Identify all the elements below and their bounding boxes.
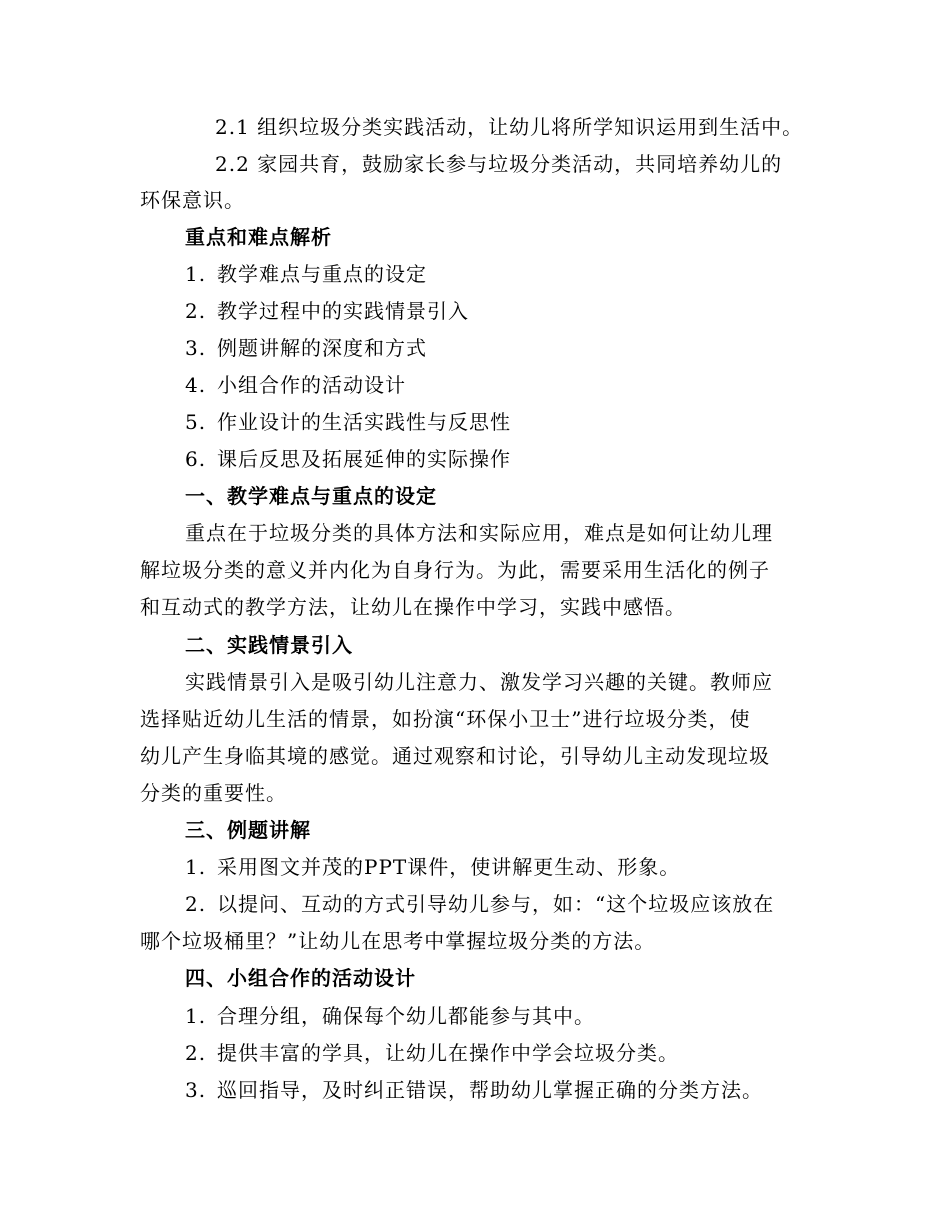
outline-item-number: 5. [185,410,207,434]
section-4-item-2 [185,1038,865,1068]
paragraph-2-2-line2: 环保意识。 [140,188,245,212]
section-4-item-3 [185,1075,865,1105]
outline-item-text: 作业设计的生活实践性与反思性 [217,410,511,434]
outline-item-text: 教学难点与重点的设定 [217,262,427,286]
heading-section-2: 二、实践情景引入 [185,633,353,657]
outline-item-5 [185,407,865,437]
section-3-item-1 [185,852,865,882]
list-item-text: 以提问、互动的方式引导幼儿参与，如：“这个垃圾应该放在 [217,892,775,916]
list-item-number: 3. [185,1078,207,1102]
list-item-number: 2. [185,1041,207,1065]
outline-item-text: 课后反思及拓展延伸的实际操作 [217,447,511,471]
list-item-number: 2. [185,892,207,916]
outline-item-number: 4. [185,373,207,397]
outline-item-number: 6. [185,447,207,471]
section-2-paragraph-line: 实践情景引入是吸引幼儿注意力、激发学习兴趣的关键。教师应 [185,670,773,694]
outline-item-1 [185,259,865,289]
section-2-paragraph-line: 分类的重要性。 [140,781,287,805]
heading-section-3: 三、例题讲解 [185,818,311,842]
outline-item-3 [185,333,865,363]
list-item-text: 巡回指导，及时纠正错误，帮助幼儿掌握正确的分类方法。 [217,1078,763,1102]
heading-section-1: 一、教学难点与重点的设定 [185,484,437,508]
section-1-paragraph-line: 重点在于垃圾分类的具体方法和实际应用，难点是如何让幼儿理 [185,521,773,545]
section-3-item-2 [185,889,865,919]
outline-item-number: 3. [185,336,207,360]
section-1-paragraph-line: 解垃圾分类的意义并内化为自身行为。为此，需要采用生活化的例子 [140,558,770,582]
section-2-paragraph-line: 幼儿产生身临其境的感觉。通过观察和讨论，引导幼儿主动发现垃圾 [140,744,770,768]
outline-item-text: 教学过程中的实践情景引入 [217,299,469,323]
outline-item-4 [185,370,865,400]
outline-item-2 [185,296,865,326]
outline-item-number: 1. [185,262,207,286]
list-item-text: 合理分组，确保每个幼儿都能参与其中。 [217,1004,595,1028]
heading-section-4: 四、小组合作的活动设计 [185,966,416,990]
heading-key-points: 重点和难点解析 [185,225,332,249]
paragraph-2-1: 2.1 组织垃圾分类实践活动，让幼儿将所学知识运用到生活中。 [215,115,804,139]
outline-item-6 [185,444,865,474]
list-item-number: 1. [185,855,207,879]
outline-item-number: 2. [185,299,207,323]
section-1-paragraph-line: 和互动式的教学方法，让幼儿在操作中学习，实践中感悟。 [140,595,686,619]
section-2-paragraph-line: 选择贴近幼儿生活的情景，如扮演“环保小卫士”进行垃圾分类，使 [140,707,751,731]
list-item-text: 提供丰富的学具，让幼儿在操作中学会垃圾分类。 [217,1041,679,1065]
list-item-number: 1. [185,1004,207,1028]
list-item-text: 采用图文并茂的PPT课件，使讲解更生动、形象。 [217,855,681,879]
paragraph-2-2-line1: 2.2 家园共育，鼓励家长参与垃圾分类活动，共同培养幼儿的 [215,152,783,176]
section-3-item-2-continuation: 哪个垃圾桶里？”让幼儿在思考中掌握垃圾分类的方法。 [140,929,656,953]
outline-item-text: 小组合作的活动设计 [217,373,406,397]
section-4-item-1 [185,1001,865,1031]
outline-item-text: 例题讲解的深度和方式 [217,336,427,360]
